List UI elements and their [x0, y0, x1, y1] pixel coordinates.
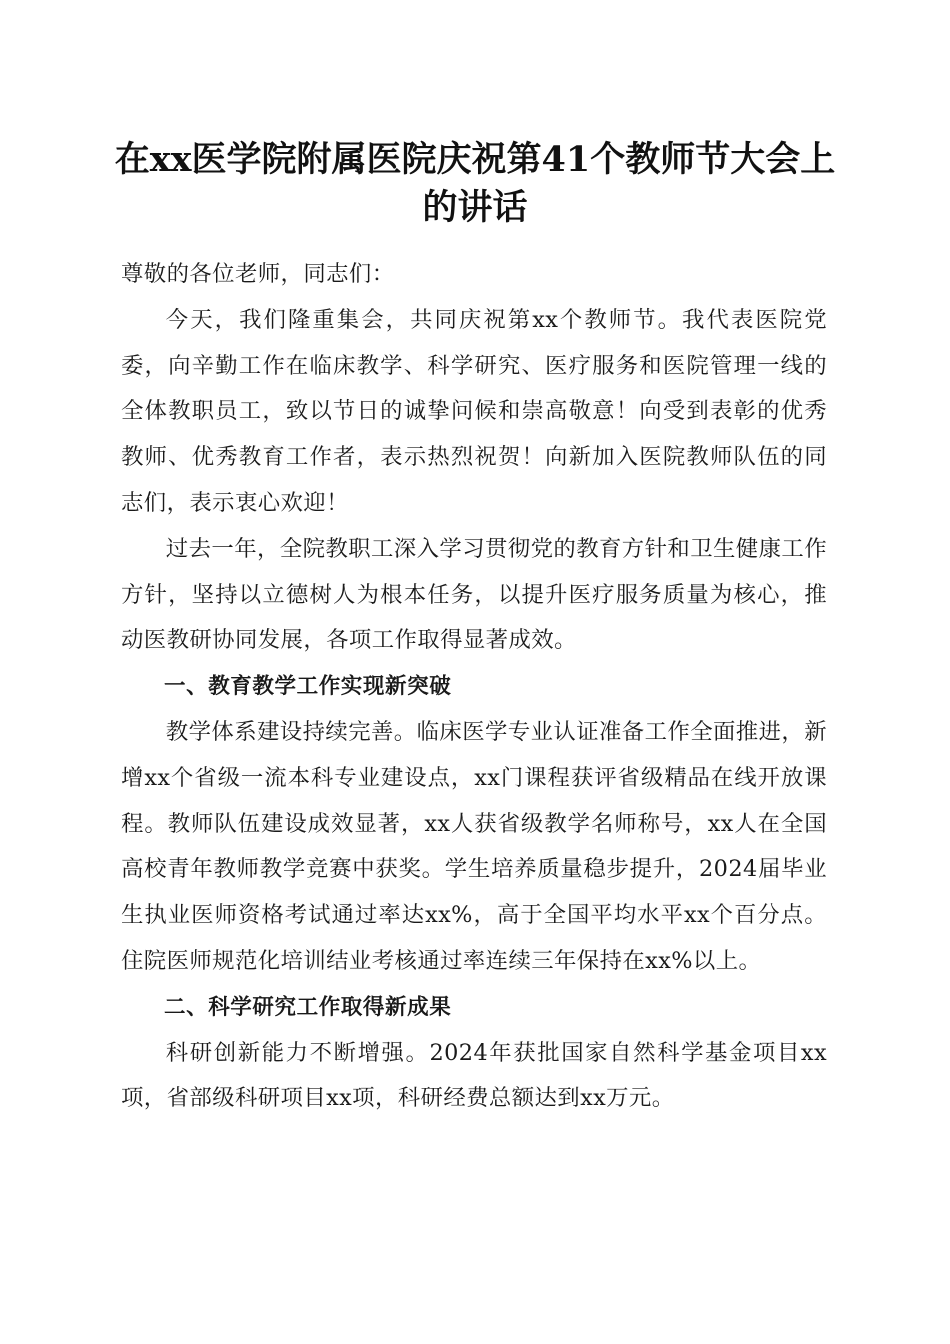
document-body [121, 252, 827, 1122]
paragraph-education: 教学体系建设持续完善。临床医学专业认证准备工作全面推进，新增xx个省级一流本科专业建设点，xx门课程获评省级精品在线开放课程。教师队伍建设成效显著，xx人获省级教学名师称号，xx人在全国高校青年教师教学竞赛中获奖。学生培养质量稳步提升，2024届毕业生执业医师资格考试通过率达xx%，高于全国平均水平xx个百分点。住院医师规范化培训结业考核通过率连续三年保持在xx%以上。 [121, 718, 827, 974]
paragraph-summary: 过去一年，全院教职工深入学习贯彻党的教育方针和卫生健康工作方针，坚持以立德树人为根本任务，以提升医疗服务质量为核心，推动医教研协同发展，各项工作取得显著成效。 [121, 535, 827, 654]
paragraph-research: 科研创新能力不断增强。2024年获批国家自然科学基金项目xx项，省部级科研项目xx项，科研经费总额达到xx万元。 [121, 1039, 827, 1112]
section-heading-education: 一、教育教学工作实现新突破 [164, 674, 452, 700]
document-title: 在xx医学院附属医院庆祝第41个教师节大会上的讲话 [114, 139, 836, 228]
paragraph-intro: 今天，我们隆重集会，共同庆祝第xx个教师节。我代表医院党委，向辛勤工作在临床教学、科学研究、医疗服务和医院管理一线的全体教职员工，致以节日的诚挚问候和崇高敬意！向受到表彰的优秀教师、优秀教育工作者，表示热烈祝贺！向新加入医院教师队伍的同志们，表示衷心欢迎！ [121, 306, 827, 516]
greeting: 尊敬的各位老师，同志们： [121, 261, 395, 287]
section-heading-research: 二、科学研究工作取得新成果 [164, 994, 452, 1020]
